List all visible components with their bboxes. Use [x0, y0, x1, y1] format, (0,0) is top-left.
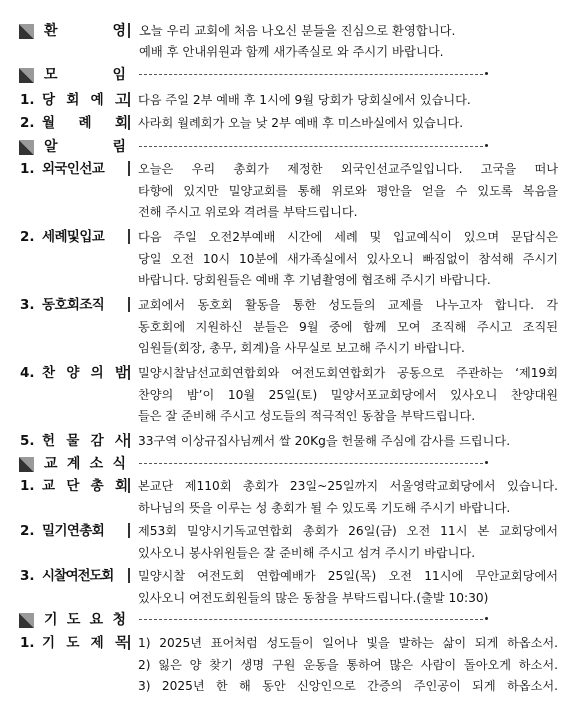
item-title-char: 찬: [42, 365, 56, 381]
title-divider: [128, 297, 130, 312]
section-title-char: 기: [44, 612, 58, 628]
body-line: 바랍니다. 당회원들은 예배 후 기념촬영에 협조해 주시기 바랍니다.: [138, 273, 491, 287]
item-body: [138, 521, 558, 564]
body-line: 들은 잘 준비해 주시고 성도들의 적극적인 동참을 부탁드립니다.: [138, 409, 476, 423]
section-title-char: 환: [44, 23, 58, 39]
item-title-char: 도: [66, 635, 80, 651]
section-marker-icon: [19, 457, 34, 472]
item-title: [42, 363, 128, 383]
item-body: [138, 113, 558, 135]
item-number: 5.: [20, 433, 35, 449]
body-line: 제53회 밀양시기독교연합회 총회가 26일(금) 오전 11시 본 교회당에서: [138, 524, 558, 538]
body-line: 1) 2025년 표어처럼 성도들이 일어나 빛을 발하는 삶이 되게 하옵소서.: [138, 636, 558, 650]
body-line: 동호회에 지원하신 분들은 9월 중에 함께 모여 조직해 주시고 조직된: [138, 319, 558, 334]
body-line: 타향에 있지만 밀양교회를 통해 위로와 평안을 얻을 수 있도록 복음을: [138, 183, 558, 198]
item-body: [138, 90, 558, 112]
body-line: 밀양시찰남선교회연합회와 여전도회연합회가 공동으로 주관하는 ‘제19회: [138, 366, 558, 380]
section-notices: [0, 136, 582, 158]
body-line: 본교단 제110회 총회가 23일~25일까지 서울영락교회당에서 있습니다.: [138, 479, 558, 493]
section-title-char: 영: [112, 23, 126, 39]
title-divider: [128, 161, 130, 176]
item-title-char: 단: [66, 478, 80, 494]
section-marker-icon: [19, 68, 34, 83]
item-title: [42, 90, 128, 110]
item-body: [138, 363, 558, 428]
item-title-char: 밤: [114, 365, 128, 381]
body-line: 다음 주일 오전2부예배 시간에 세례 및 입교예식이 있으며 문답식은: [138, 230, 558, 244]
section-title: [44, 65, 126, 85]
dashed-rule: [139, 146, 483, 147]
item-title-char: 예: [90, 92, 104, 108]
title-divider: [128, 635, 130, 650]
item-title: 밀기연총회: [42, 523, 105, 539]
section-title-char: 식: [112, 456, 126, 472]
section-prayer: [0, 609, 582, 631]
item-title-char: 헌: [42, 433, 56, 449]
item-title-char: 사: [114, 433, 128, 449]
item-title-char: 목: [114, 635, 128, 651]
body-line: 사라회 월례회가 오늘 낮 2부 예배 후 미스바실에서 있습니다.: [138, 116, 464, 130]
item-number: 1.: [20, 161, 35, 177]
body-line: 2) 잃은 양 찾기 생명 구원 운동을 통하여 많은 사람이 돌아오게 하소서.: [138, 657, 558, 672]
item-title: 동호회조직: [42, 297, 105, 313]
item-title-char: 의: [90, 365, 104, 381]
item-body: [138, 476, 558, 519]
body-line: 다음 주일 2부 예배 후 1시에 9월 당회가 당회실에서 있습니다.: [138, 93, 471, 107]
rule-end-dot: [485, 72, 488, 75]
body-line: 임원들(회장, 총무, 회계)을 사무실로 보고해 주시기 바랍니다.: [138, 341, 465, 355]
section-title-char: 계: [66, 456, 81, 472]
section-meetings: [0, 64, 582, 86]
body-line: 있사오니 여전도회원들의 많은 동참을 부탁드립니다.(출발 10:30): [138, 590, 489, 605]
body-line: 오늘은 우리 총회가 제정한 외국인선교주일입니다. 고국을 떠나: [138, 162, 558, 176]
item-title-char: 당: [42, 92, 56, 108]
item-title: 시찰여전도회: [42, 568, 114, 584]
item-body: [138, 227, 558, 292]
item-body: [138, 566, 558, 609]
rule-end-dot: [485, 617, 488, 620]
item-body: [138, 295, 558, 360]
body-line: 교회에서 동호회 활동을 통한 성도들의 교제를 나누고자 합니다. 각: [138, 298, 558, 312]
section-title-char: 도: [66, 612, 81, 628]
body-line: 3) 2025년 한 해 동안 신앙인으로 간증의 주인공이 되게 하옵소서.: [138, 679, 558, 693]
item-title-char: 례: [78, 115, 92, 131]
title-divider: [128, 523, 130, 538]
body-line: 찬양의 밤’이 10월 25일(토) 밀양서포교회당에서 있사오니 찬양대원: [138, 387, 558, 402]
section-marker-icon: [19, 24, 34, 39]
rule-end-dot: [485, 461, 488, 464]
title-divider: [128, 365, 130, 380]
title-divider: [128, 229, 130, 244]
section-marker-icon: [19, 140, 34, 155]
rule-end-dot: [485, 144, 488, 147]
item-title-char: 감: [90, 433, 104, 449]
item-title-char: 물: [66, 433, 80, 449]
item-body: [138, 159, 558, 224]
item-title-char: 제: [90, 635, 104, 651]
title-divider: [128, 92, 130, 107]
section-title: [44, 610, 126, 630]
welcome-line: 오늘 우리 교회에 처음 나오신 분들을 진심으로 환영합니다.: [139, 24, 456, 38]
item-number: 2.: [20, 229, 35, 245]
item-title: [42, 476, 128, 496]
item-number: 1.: [20, 635, 35, 651]
title-divider: [128, 568, 130, 583]
item-title: [42, 113, 128, 133]
title-divider: [128, 433, 130, 448]
title-divider: [128, 478, 130, 493]
item-number: 2.: [20, 523, 35, 539]
body-line: 있사오니 봉사위원들은 잘 준비해 주시고 섬겨 주시기 바랍니다.: [138, 545, 476, 560]
body-line: 33구역 이상규집사님께서 쌀 20Kg을 헌물해 주심에 감사를 드립니다.: [138, 434, 511, 448]
item-body: [138, 431, 558, 453]
item-title-char: 회: [114, 115, 128, 131]
item-body: [138, 633, 558, 698]
section-title-char: 모: [44, 67, 58, 83]
section-title-char: 요: [89, 612, 104, 628]
item-title: [42, 431, 128, 451]
item-title: [42, 633, 128, 653]
title-divider: [128, 23, 130, 38]
section-title-char: 소: [89, 456, 104, 472]
item-title: 세례및입교: [42, 229, 105, 245]
welcome-text: [139, 21, 559, 62]
section-title-char: 청: [112, 612, 126, 628]
dashed-rule: [139, 463, 483, 464]
section-marker-icon: [19, 613, 34, 628]
item-title-char: 양: [66, 365, 80, 381]
item-number: 2.: [20, 115, 35, 131]
item-number: 4.: [20, 365, 35, 381]
item-title-char: 회: [66, 92, 80, 108]
section-church-news: [0, 453, 582, 475]
body-line: 당일 오전 10시 10분에 새가족실에서 있사오니 빠짐없이 참석해 주시기: [138, 251, 558, 266]
item-title-char: 월: [42, 115, 56, 131]
item-number: 3.: [20, 568, 35, 584]
item-title-char: 교: [42, 478, 56, 494]
item-number: 3.: [20, 297, 35, 313]
dashed-rule: [139, 74, 483, 75]
item-title-char: 기: [42, 635, 56, 651]
item-title-char: 회: [114, 478, 128, 494]
section-title-char: 알: [44, 139, 58, 155]
welcome-line: 예배 후 안내위원과 함께 새가족실로 와 주시기 바랍니다.: [139, 44, 444, 59]
section-title-char: 교: [44, 456, 58, 472]
dashed-rule: [139, 619, 483, 620]
section-title-char: 림: [112, 139, 126, 155]
section-title: [44, 454, 126, 474]
item-title-char: 총: [90, 478, 104, 494]
item-number: 1.: [20, 478, 35, 494]
section-title: [44, 137, 126, 157]
section-title-char: 임: [112, 67, 126, 83]
item-title: 외국인선교: [42, 161, 105, 177]
section-title: [44, 21, 126, 41]
body-line: 밀양시찰 여전도회 연합예배가 25일(목) 오전 11시에 무안교회당에서: [138, 569, 558, 583]
section-welcome: [0, 20, 582, 59]
item-number: 1.: [20, 92, 35, 108]
body-line: 하나님의 뜻을 이루는 성 총회가 될 수 있도록 기도해 주시기 바랍니다.: [138, 500, 511, 515]
title-divider: [128, 115, 130, 130]
body-line: 전해 주시고 위로와 격려를 부탁드립니다.: [138, 205, 358, 219]
item-title-char: 고: [114, 92, 128, 108]
